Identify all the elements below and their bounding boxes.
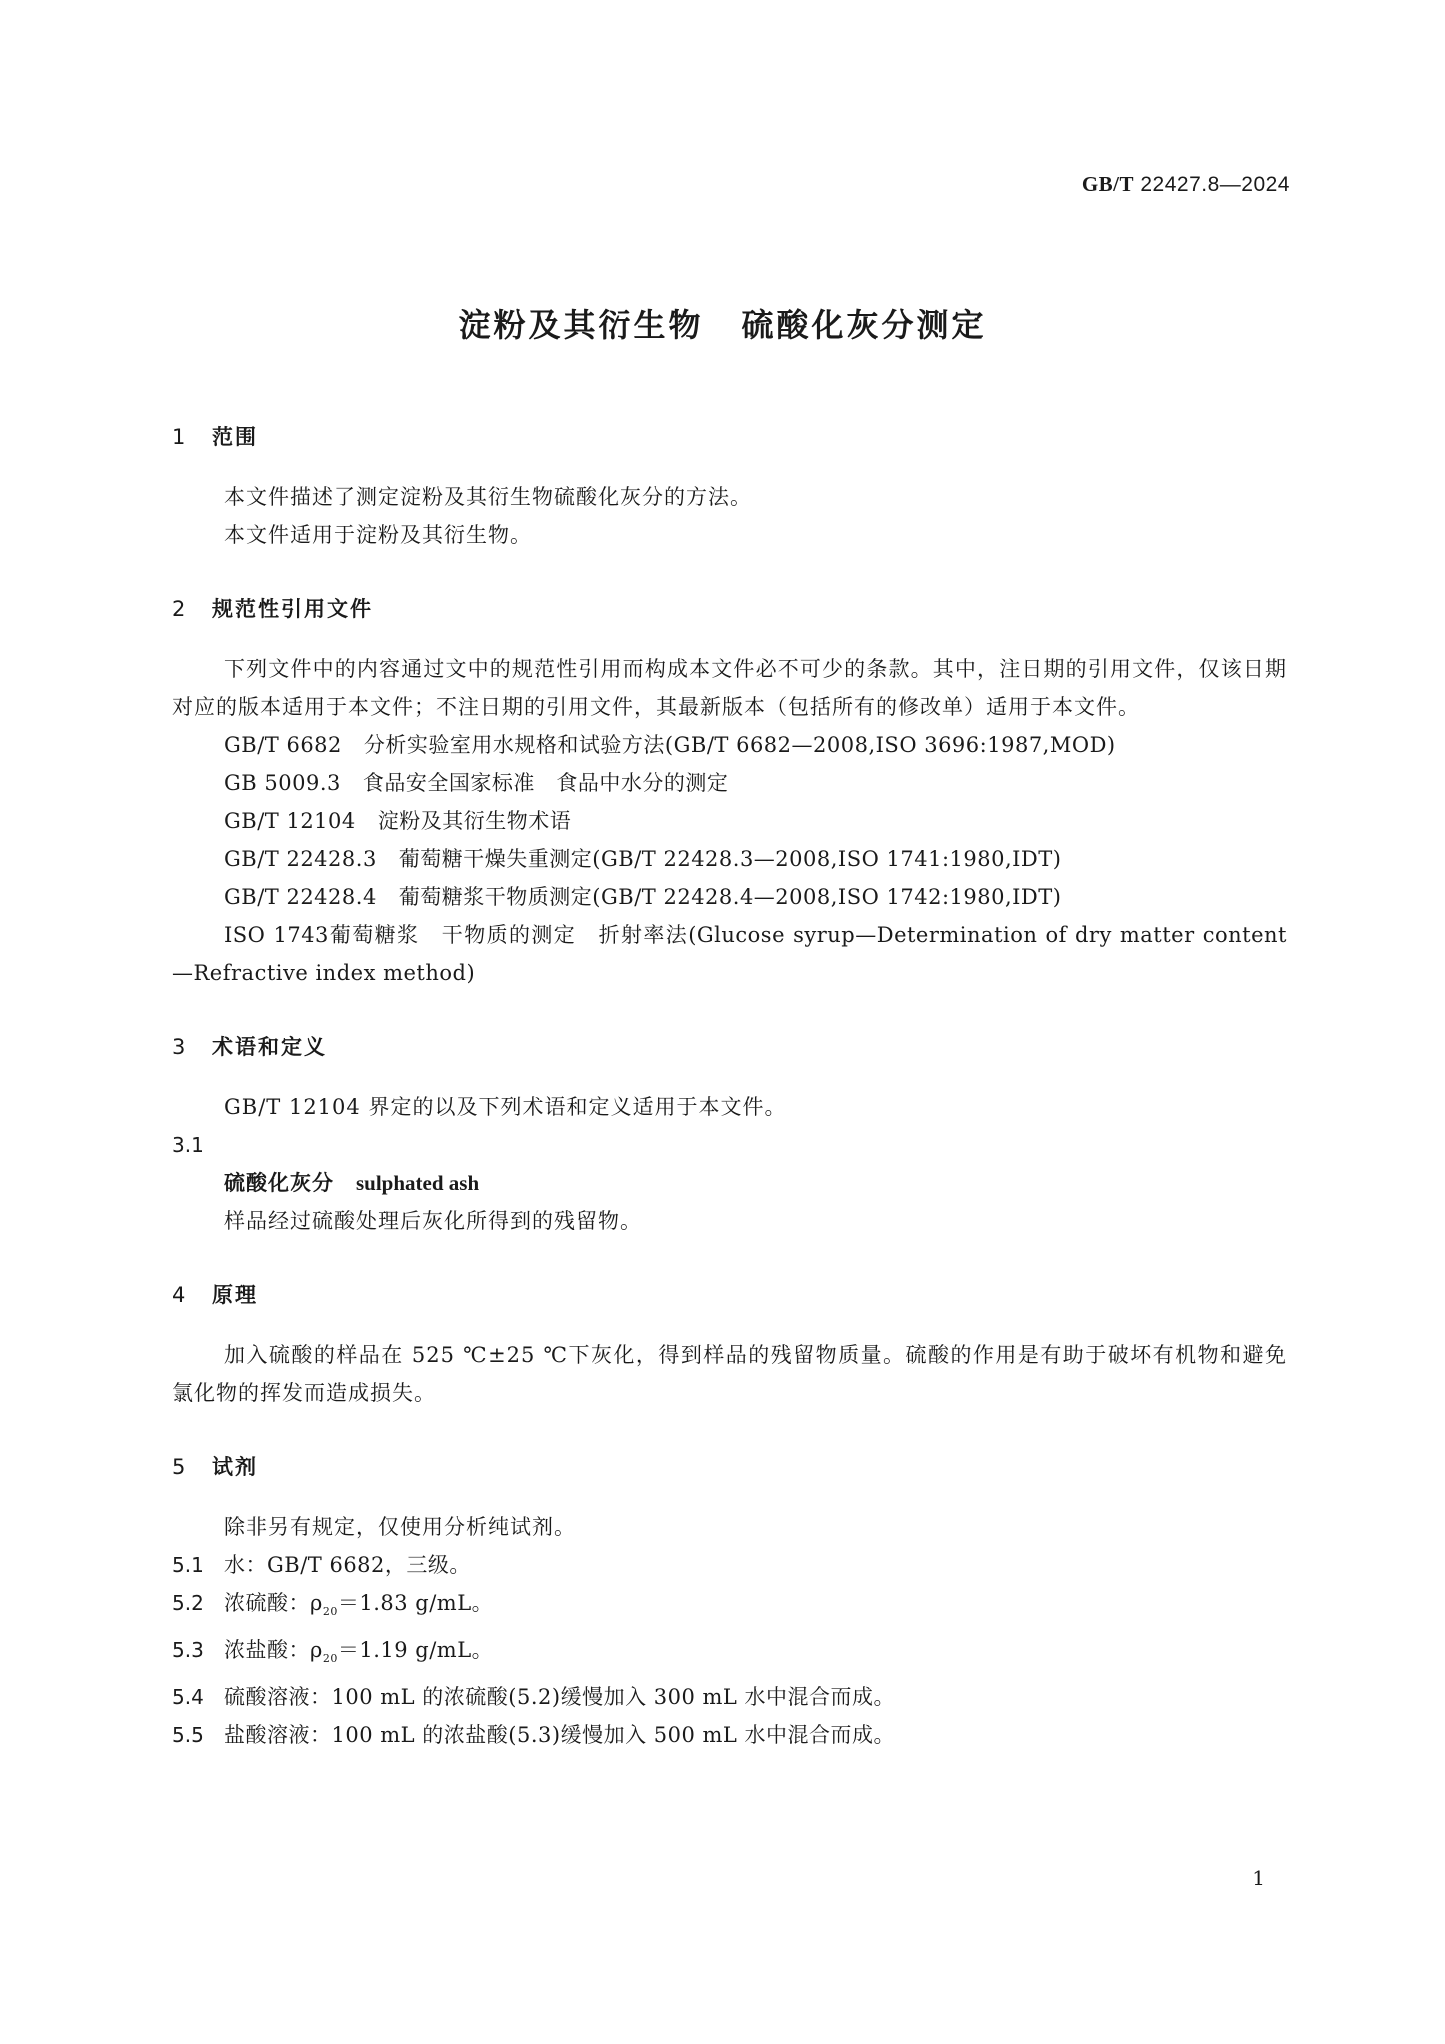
term-english: sulphated ash — [356, 1171, 480, 1195]
document-title — [0, 300, 1445, 346]
paragraph: GB/T 12104 界定的以及下列术语和定义适用于本文件。 — [224, 1095, 787, 1119]
page-number: 1 — [1252, 1866, 1265, 1890]
paragraph: 除非另有规定，仅使用分析纯试剂。 — [224, 1515, 576, 1539]
standard-prefix: GB/T — [1081, 172, 1135, 196]
reagent-item — [172, 1584, 1287, 1631]
reference-title: 食品安全国家标准 食品中水分的测定 — [362, 771, 729, 795]
item-text-post: ＝1.83 g/mL。 — [337, 1591, 494, 1615]
section-title: 原理 — [212, 1283, 258, 1307]
section-number: 1 — [172, 425, 188, 449]
item-text-pre: 浓盐酸：ρ — [224, 1638, 323, 1663]
reagent-item — [172, 1631, 1287, 1678]
reference-title: 葡萄糖干燥失重测定(GB/T 22428.3—2008,ISO 1741:1980,IDT) — [398, 847, 1062, 871]
reference-item — [172, 764, 1287, 802]
section-title: 术语和定义 — [212, 1035, 327, 1059]
reference-item — [172, 916, 1287, 992]
section-number: 4 — [172, 1283, 188, 1307]
item-text: 盐酸溶液：100 mL 的浓盐酸(5.3)缓慢加入 500 mL 水中混合而成。 — [224, 1723, 896, 1748]
reference-code: GB/T 22428.4 — [224, 885, 377, 909]
section-title: 规范性引用文件 — [212, 597, 373, 621]
reagent-item — [172, 1678, 1287, 1716]
standard-number: 22427.8—2024 — [1140, 173, 1290, 196]
section-title: 试剂 — [212, 1455, 258, 1479]
reference-code: GB 5009.3 — [224, 771, 341, 795]
section-heading-normative-references — [172, 590, 1287, 628]
section-number: 2 — [172, 597, 188, 621]
reference-title: 葡萄糖浆 干物质的测定 折射率法(Glucose syrup—Determination of dry matter content—Refractive index method) — [172, 923, 1287, 985]
title-part-2: 硫酸化灰分测定 — [741, 306, 987, 344]
section-number: 5 — [172, 1455, 188, 1479]
item-text: 水：GB/T 6682，三级。 — [224, 1553, 471, 1577]
reference-item — [172, 878, 1287, 916]
reference-code: GB/T 22428.3 — [224, 847, 377, 871]
paragraph: 下列文件中的内容通过文中的规范性引用而构成本文件必不可少的条款。其中，注日期的引用文件，仅该日期对应的版本适用于本文件；不注日期的引用文件，其最新版本（包括所有的修改单）适用于本文件。 — [172, 657, 1287, 719]
paragraph: 加入硫酸的样品在 525 ℃±25 ℃下灰化，得到样品的残留物质量。硫酸的作用是有助于破坏有机物和避免氯化物的挥发而造成损失。 — [172, 1343, 1287, 1405]
reference-code: GB/T 12104 — [224, 809, 356, 833]
standard-code — [1082, 172, 1290, 197]
document-body — [172, 418, 1287, 1754]
item-number: 5.5 — [172, 1723, 204, 1748]
reference-item — [172, 802, 1287, 840]
item-text: 硫酸溶液：100 mL 的浓硫酸(5.2)缓慢加入 300 mL 水中混合而成。 — [224, 1685, 896, 1710]
reagent-item — [172, 1716, 1287, 1754]
section-heading-principle — [172, 1276, 1287, 1314]
reference-title: 淀粉及其衍生物术语 — [377, 809, 572, 833]
paragraph: 本文件适用于淀粉及其衍生物。 — [224, 523, 532, 547]
item-text-post: ＝1.19 g/mL。 — [337, 1638, 494, 1663]
reference-item — [172, 840, 1287, 878]
paragraph: 本文件描述了测定淀粉及其衍生物硫酸化灰分的方法。 — [224, 485, 752, 509]
item-subscript: 20 — [322, 1605, 338, 1619]
reference-code: ISO 1743 — [224, 923, 329, 947]
item-number: 5.1 — [172, 1553, 204, 1577]
item-number: 5.3 — [172, 1638, 204, 1663]
term-entry — [172, 1164, 1287, 1202]
section-title: 范围 — [212, 425, 258, 449]
reference-title: 分析实验室用水规格和试验方法(GB/T 6682—2008,ISO 3696:1987,MOD) — [363, 733, 1116, 757]
title-part-1: 淀粉及其衍生物 — [458, 306, 704, 344]
reference-title: 葡萄糖浆干物质测定(GB/T 22428.4—2008,ISO 1742:1980,IDT) — [398, 885, 1062, 909]
term-chinese: 硫酸化灰分 — [224, 1171, 334, 1195]
section-number: 3 — [172, 1035, 188, 1059]
item-number: 5.4 — [172, 1685, 204, 1710]
section-heading-terms — [172, 1028, 1287, 1066]
item-number: 5.2 — [172, 1591, 204, 1615]
term-definition: 样品经过硫酸处理后灰化所得到的残留物。 — [224, 1209, 642, 1233]
subclause-number: 3.1 — [172, 1133, 204, 1157]
item-subscript: 20 — [322, 1652, 338, 1666]
reference-item — [172, 726, 1287, 764]
reagent-item — [172, 1546, 1287, 1584]
item-text-pre: 浓硫酸：ρ — [224, 1591, 323, 1615]
section-heading-reagents — [172, 1448, 1287, 1486]
reference-code: GB/T 6682 — [224, 733, 342, 757]
section-heading-scope — [172, 418, 1287, 456]
